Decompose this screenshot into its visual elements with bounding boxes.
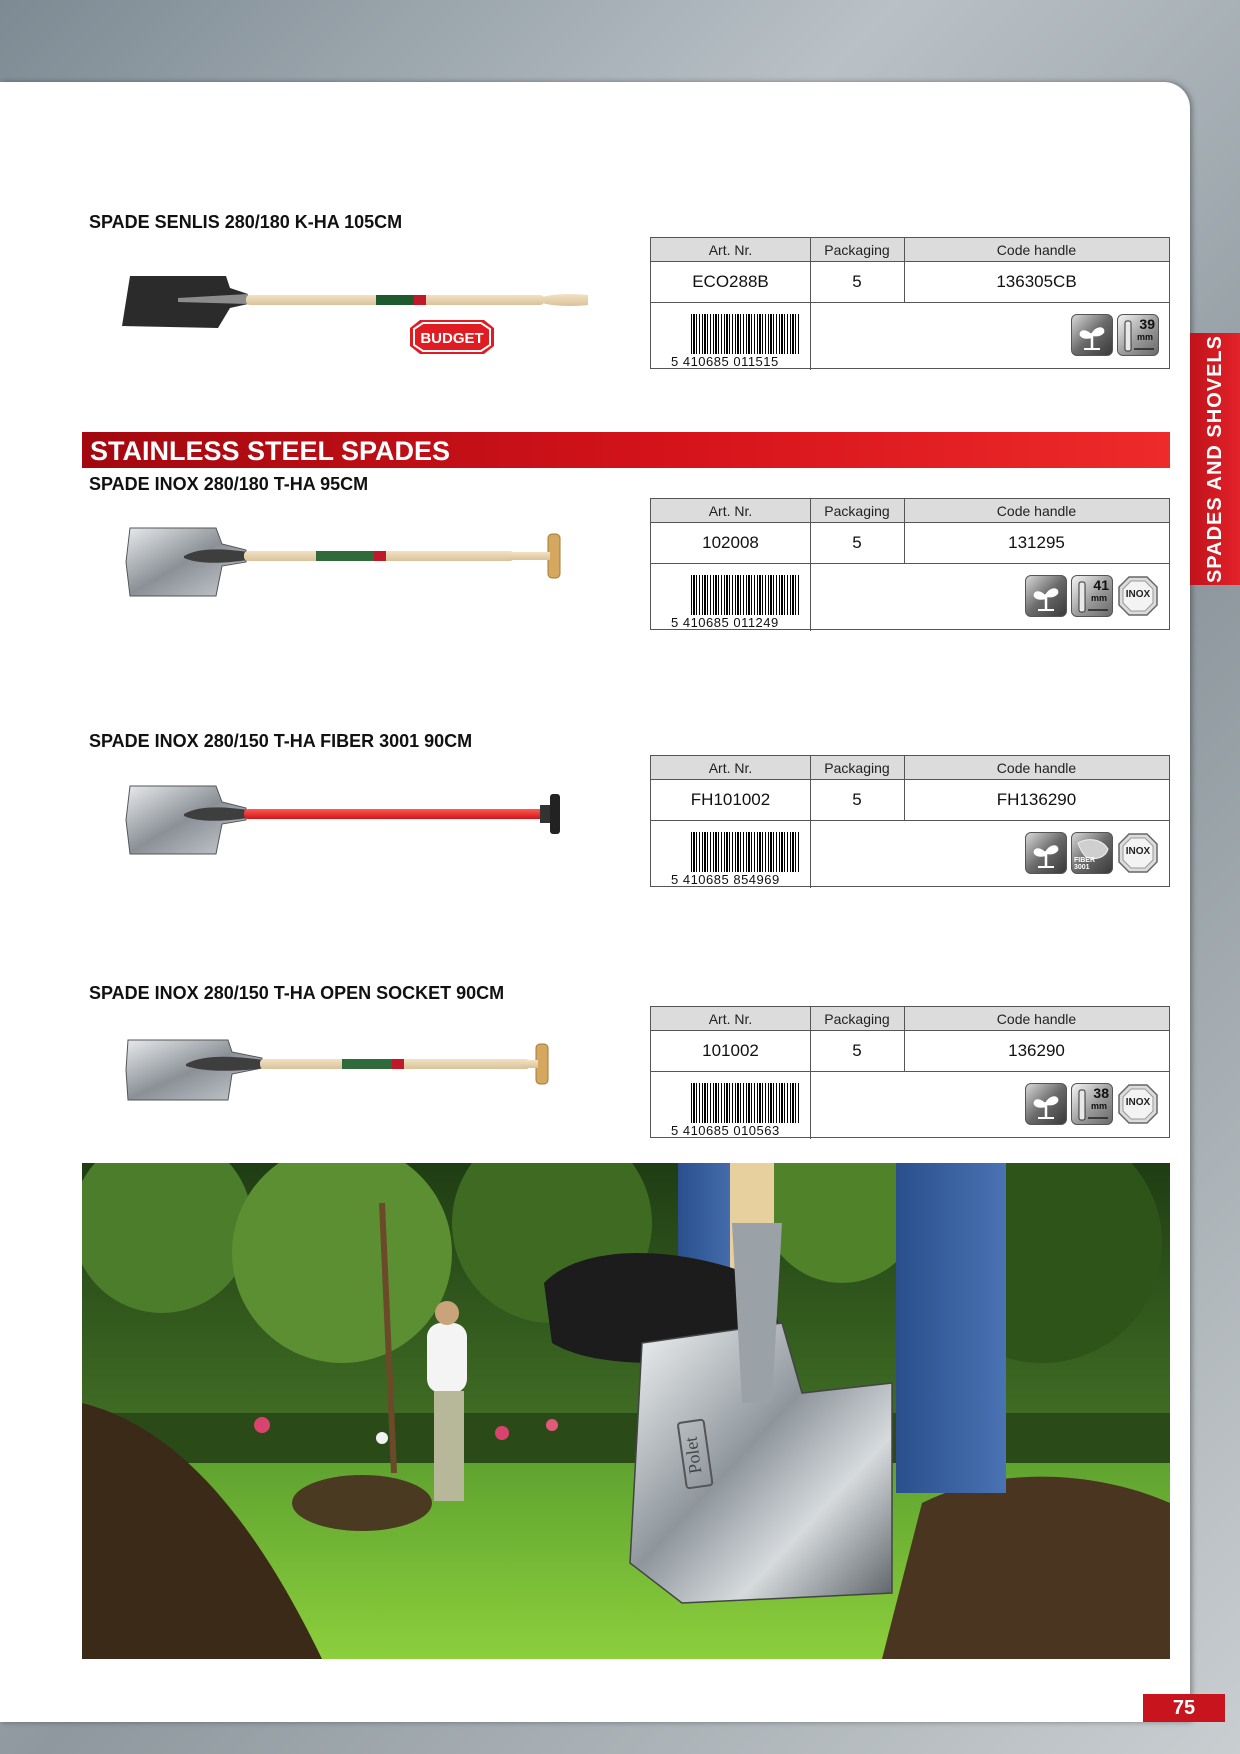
product-title: SPADE INOX 280/150 T-HA OPEN SOCKET 90CM	[89, 983, 505, 1003]
inox-label: INOX	[1125, 1097, 1151, 1108]
diameter-unit: mm	[1136, 332, 1153, 342]
header-packaging: Packaging	[824, 1010, 890, 1027]
product-title: SPADE INOX 280/150 T-HA FIBER 3001 90CM	[89, 731, 473, 751]
budget-badge-label: BUDGET	[420, 330, 484, 347]
plant-icon	[1071, 314, 1113, 356]
inox-label: INOX	[1125, 846, 1151, 857]
diameter-value: 39	[1139, 316, 1155, 332]
plant-icon	[1025, 832, 1067, 874]
page-number: 75	[1143, 1694, 1225, 1722]
packaging-value: 5	[852, 532, 862, 552]
header-code-handle: Code handle	[996, 502, 1077, 519]
barcode-number: 5 410685 011515	[671, 354, 779, 369]
header-art-nr: Art. Nr.	[708, 1010, 753, 1027]
spade-inox-95-image	[124, 522, 564, 602]
art-nr-value: 101002	[702, 1040, 759, 1060]
section-banner: STAINLESS STEEL SPADES	[82, 432, 1170, 468]
barcode-number: 5 410685 011249	[671, 615, 779, 630]
art-nr-value: 102008	[702, 532, 759, 552]
header-code-handle: Code handle	[996, 241, 1077, 258]
inox-label: INOX	[1125, 589, 1151, 600]
product-info-table	[650, 498, 1170, 630]
diameter-value: 41	[1093, 577, 1109, 593]
diameter-icon	[1071, 1083, 1113, 1125]
garden-photo	[82, 1163, 1170, 1659]
code-handle-value: 136290	[1008, 1040, 1065, 1060]
barcode-number: 5 410685 010563	[671, 1123, 780, 1138]
fiber-icon	[1071, 832, 1113, 874]
header-packaging: Packaging	[824, 759, 890, 776]
header-code-handle: Code handle	[996, 1010, 1077, 1027]
header-code-handle: Code handle	[996, 759, 1077, 776]
diameter-value: 38	[1093, 1085, 1109, 1101]
barcode	[671, 314, 803, 369]
plant-icon	[1025, 1083, 1067, 1125]
spade-inox-open-socket-image	[124, 1036, 564, 1106]
product-title: SPADE INOX 280/180 T-HA 95CM	[89, 474, 369, 494]
side-tab-label: SPADES AND SHOVELS	[1203, 334, 1226, 584]
art-nr-value: FH101002	[690, 789, 771, 809]
side-tab	[1190, 333, 1240, 585]
header-packaging: Packaging	[824, 502, 890, 519]
barcode	[671, 832, 803, 887]
code-handle-value: 136305CB	[996, 271, 1077, 291]
packaging-value: 5	[852, 789, 862, 809]
diameter-unit: mm	[1090, 1101, 1107, 1111]
header-packaging: Packaging	[824, 241, 890, 258]
fiber-label: FIBER 3001	[1074, 857, 1095, 871]
diameter-unit: mm	[1090, 593, 1107, 603]
plant-icon	[1025, 575, 1067, 617]
packaging-value: 5	[852, 271, 862, 291]
inox-icon	[1117, 575, 1159, 617]
header-art-nr: Art. Nr.	[708, 241, 753, 258]
header-art-nr: Art. Nr.	[708, 759, 753, 776]
product-info-table	[650, 755, 1170, 887]
code-handle-value: 131295	[1008, 532, 1065, 552]
barcode-number: 5 410685 854969	[671, 872, 780, 887]
barcode	[671, 1083, 803, 1138]
product-title: SPADE SENLIS 280/180 K-HA 105CM	[89, 212, 403, 232]
inox-icon	[1117, 1083, 1159, 1125]
barcode	[671, 575, 803, 630]
art-nr-value: ECO288B	[692, 271, 769, 291]
code-handle-value: FH136290	[996, 789, 1077, 809]
photo-brand-mark: Polet	[680, 1435, 706, 1475]
header-art-nr: Art. Nr.	[708, 502, 753, 519]
product-info-table	[650, 1006, 1170, 1138]
spade-senlis-image	[118, 268, 588, 368]
packaging-value: 5	[852, 1040, 862, 1060]
product-info-table	[650, 237, 1170, 369]
inox-icon	[1117, 832, 1159, 874]
diameter-icon	[1071, 575, 1113, 617]
diameter-icon	[1117, 314, 1159, 356]
spade-inox-fiber-image	[124, 780, 564, 860]
